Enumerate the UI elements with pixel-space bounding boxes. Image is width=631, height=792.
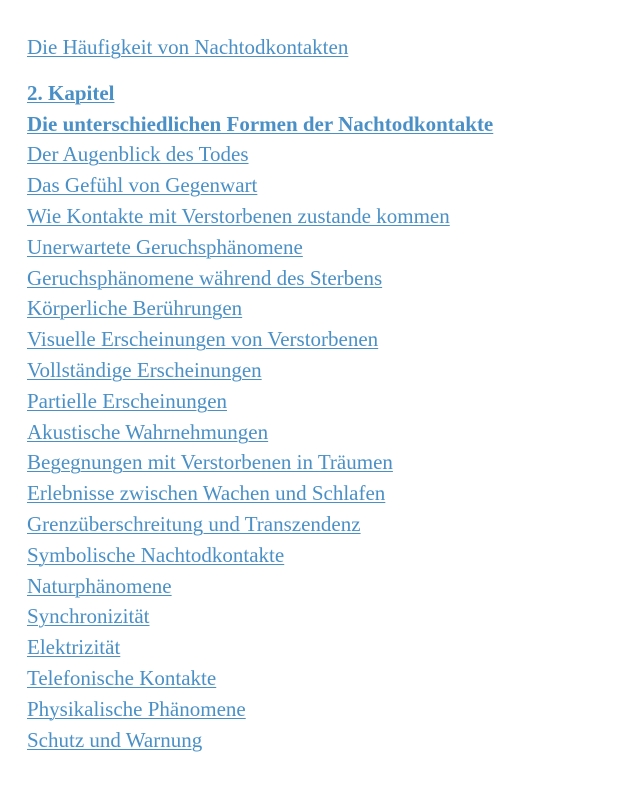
toc-link-chapter-title[interactable]: Die unterschiedlichen Formen der Nachtodkontakte [27,111,494,136]
toc-link-item[interactable]: Visuelle Erscheinungen von Verstorbenen [27,327,379,352]
toc-link-intro[interactable]: Die Häufigkeit von Nachtodkontakten [27,35,349,59]
toc-link-item[interactable]: Physikalische Phänomene [27,696,246,721]
toc-link-item[interactable]: Elektrizität [27,635,121,660]
toc-link-item[interactable]: Telefonische Kontakte [27,665,217,690]
toc-link-item[interactable]: Vollständige Erscheinungen [27,357,262,382]
toc-link-item[interactable]: Synchronizität [27,604,150,629]
toc-link-item[interactable]: Schutz und Warnung [27,727,203,752]
toc-link-item[interactable]: Naturphänomene [27,573,172,598]
toc-link-item[interactable]: Wie Kontakte mit Verstorbenen zustande kommen [27,203,450,228]
toc-link-item[interactable]: Das Gefühl von Gegenwart [27,173,258,198]
toc-link-item[interactable]: Unerwartete Geruchsphänomene [27,234,303,259]
toc-link-item[interactable]: Der Augenblick des Todes [27,142,249,167]
toc-link-item[interactable]: Begegnungen mit Verstorbenen in Träumen [27,450,393,475]
toc-link-item[interactable]: Akustische Wahrnehmungen [27,419,269,444]
toc-link-item[interactable]: Geruchsphänomene während des Sterbens [27,265,383,290]
toc-link-item[interactable]: Grenzüberschreitung und Transzendenz [27,511,361,536]
toc-link-item[interactable]: Körperliche Berührungen [27,296,243,321]
toc-link-item[interactable]: Symbolische Nachtodkontakte [27,542,285,567]
table-of-contents [27,32,617,755]
toc-link-item[interactable]: Partielle Erscheinungen [27,388,228,413]
toc-link-chapter-number[interactable]: 2. Kapitel [27,80,115,105]
toc-link-item[interactable]: Erlebnisse zwischen Wachen und Schlafen [27,481,386,506]
